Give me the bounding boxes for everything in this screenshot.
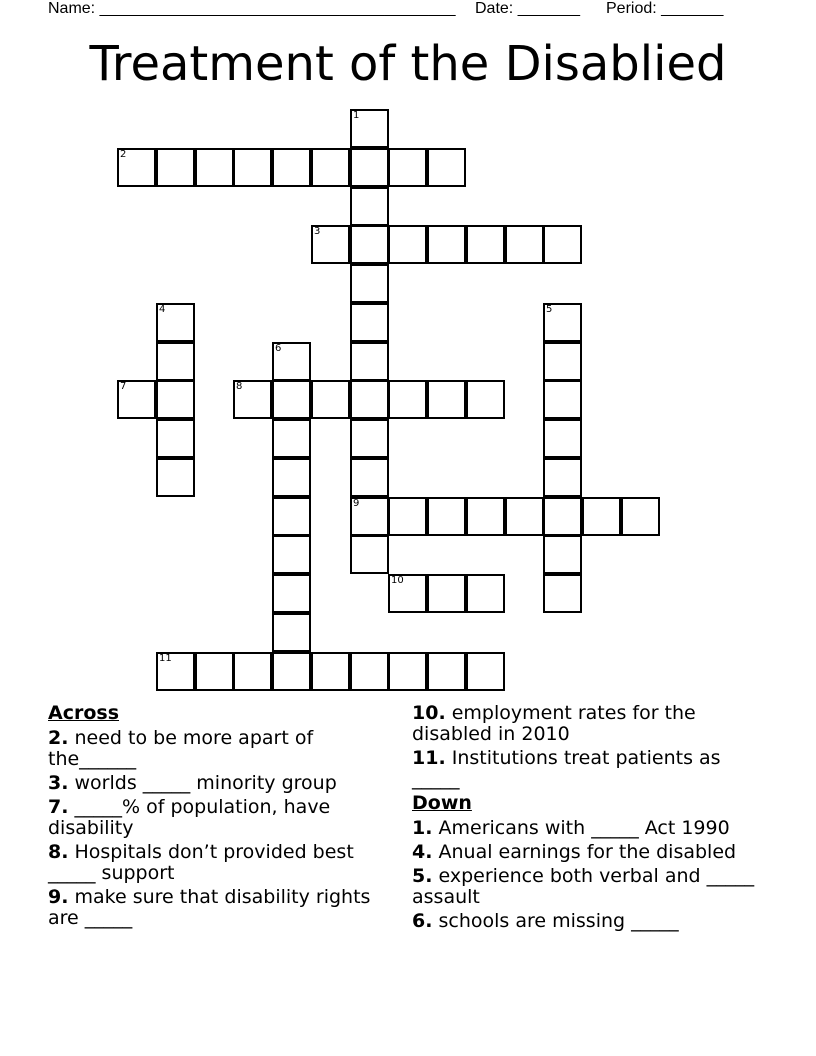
crossword-cell[interactable] xyxy=(311,225,350,264)
crossword-cell[interactable] xyxy=(117,148,156,187)
crossword-cell[interactable] xyxy=(311,380,350,419)
crossword-cell[interactable] xyxy=(350,497,389,536)
crossword-cell[interactable] xyxy=(466,652,505,691)
clue-text: Americans with _____ Act 1990 xyxy=(438,817,730,839)
clue-across-2 xyxy=(48,728,388,770)
crossword-cell[interactable] xyxy=(272,497,311,536)
clue-number: 6. xyxy=(412,910,433,932)
crossword-cell[interactable] xyxy=(427,652,466,691)
clues-right-column xyxy=(412,703,772,935)
crossword-cell[interactable] xyxy=(117,380,156,419)
clue-text: experience both verbal and _____ assault xyxy=(412,865,755,908)
crossword-cell[interactable] xyxy=(350,419,389,458)
crossword-cell[interactable] xyxy=(350,535,389,574)
clue-across-11 xyxy=(412,748,772,790)
crossword-cell[interactable] xyxy=(543,380,582,419)
cell-number: 5 xyxy=(546,304,553,315)
crossword-cell[interactable] xyxy=(388,380,427,419)
crossword-cell[interactable] xyxy=(388,497,427,536)
clues-left-column xyxy=(48,703,388,932)
crossword-cell[interactable] xyxy=(427,380,466,419)
crossword-cell[interactable] xyxy=(156,652,195,691)
clue-text: schools are missing _____ xyxy=(438,910,679,932)
crossword-cell[interactable] xyxy=(388,574,427,613)
crossword-cell[interactable] xyxy=(233,380,272,419)
clue-down-4 xyxy=(412,842,772,863)
clue-number: 2. xyxy=(48,727,69,749)
crossword-cell[interactable] xyxy=(272,419,311,458)
clue-text: Institutions treat patients as _____ xyxy=(412,747,721,790)
clue-number: 7. xyxy=(48,796,69,818)
crossword-cell[interactable] xyxy=(272,574,311,613)
crossword-cell[interactable] xyxy=(311,652,350,691)
crossword-cell[interactable] xyxy=(350,458,389,497)
crossword-cell[interactable] xyxy=(505,497,544,536)
clue-number: 1. xyxy=(412,817,433,839)
crossword-cell[interactable] xyxy=(156,419,195,458)
crossword-cell[interactable] xyxy=(272,342,311,381)
crossword-cell[interactable] xyxy=(350,109,389,148)
crossword-cell[interactable] xyxy=(350,148,389,187)
down-heading: Down xyxy=(412,792,472,814)
puzzle-title: Treatment of the Disablied xyxy=(89,36,727,92)
clue-number: 11. xyxy=(412,747,446,769)
crossword-cell[interactable] xyxy=(156,303,195,342)
crossword-cell[interactable] xyxy=(466,497,505,536)
cell-number: 4 xyxy=(159,304,166,315)
clue-number: 9. xyxy=(48,886,69,908)
crossword-cell[interactable] xyxy=(156,458,195,497)
clue-across-10 xyxy=(412,703,772,745)
crossword-cell[interactable] xyxy=(350,303,389,342)
crossword-cell[interactable] xyxy=(272,148,311,187)
clue-text: Hospitals don’t provided best _____ support xyxy=(48,841,354,884)
cell-number: 10 xyxy=(391,575,404,586)
crossword-cell[interactable] xyxy=(427,225,466,264)
clue-across-9 xyxy=(48,887,388,929)
crossword-cell[interactable] xyxy=(311,148,350,187)
crossword-cell[interactable] xyxy=(156,148,195,187)
crossword-cell[interactable] xyxy=(388,652,427,691)
crossword-cell[interactable] xyxy=(427,497,466,536)
crossword-cell[interactable] xyxy=(543,458,582,497)
name-field[interactable]: Name: ________________________________________ xyxy=(48,0,456,17)
crossword-cell[interactable] xyxy=(543,419,582,458)
crossword-cell[interactable] xyxy=(543,303,582,342)
crossword-cell[interactable] xyxy=(195,652,234,691)
cell-number: 1 xyxy=(353,110,360,121)
clue-down-1 xyxy=(412,818,772,839)
clue-across-7 xyxy=(48,797,388,839)
crossword-cell[interactable] xyxy=(233,148,272,187)
crossword-cell[interactable] xyxy=(350,342,389,381)
cell-number: 9 xyxy=(353,498,360,509)
crossword-cell[interactable] xyxy=(543,574,582,613)
clue-number: 3. xyxy=(48,772,69,794)
crossword-cell[interactable] xyxy=(543,497,582,536)
clue-text: need to be more apart of the______ xyxy=(48,727,314,770)
crossword-cell[interactable] xyxy=(466,225,505,264)
clue-text: make sure that disability rights are _____ xyxy=(48,886,371,929)
clue-text: employment rates for the disabled in 2010 xyxy=(412,702,696,745)
clue-text: Anual earnings for the disabled xyxy=(438,841,737,863)
crossword-cell[interactable] xyxy=(272,535,311,574)
clue-number: 4. xyxy=(412,841,433,863)
cell-number: 3 xyxy=(314,226,321,237)
crossword-cell[interactable] xyxy=(543,342,582,381)
cell-number: 11 xyxy=(159,653,172,664)
clue-text: worlds _____ minority group xyxy=(74,772,337,794)
cell-number: 7 xyxy=(120,381,127,392)
crossword-cell[interactable] xyxy=(156,380,195,419)
crossword-cell[interactable] xyxy=(388,225,427,264)
crossword-cell[interactable] xyxy=(272,613,311,652)
crossword-cell[interactable] xyxy=(427,574,466,613)
cell-number: 2 xyxy=(120,149,127,160)
crossword-cell[interactable] xyxy=(195,148,234,187)
clue-down-6 xyxy=(412,911,772,932)
crossword-cell[interactable] xyxy=(427,148,466,187)
crossword-cell[interactable] xyxy=(350,652,389,691)
crossword-cell[interactable] xyxy=(350,187,389,226)
crossword-cell[interactable] xyxy=(350,225,389,264)
date-field[interactable]: Date: _______ xyxy=(475,0,580,17)
crossword-cell[interactable] xyxy=(350,264,389,303)
crossword-cell[interactable] xyxy=(272,458,311,497)
clue-number: 10. xyxy=(412,702,446,724)
crossword-cell[interactable] xyxy=(350,380,389,419)
crossword-cell[interactable] xyxy=(582,497,621,536)
crossword-cell[interactable] xyxy=(388,148,427,187)
period-field[interactable]: Period: _______ xyxy=(606,0,724,17)
crossword-cell[interactable] xyxy=(466,380,505,419)
cell-number: 8 xyxy=(236,381,243,392)
crossword-cell[interactable] xyxy=(272,652,311,691)
crossword-cell[interactable] xyxy=(233,652,272,691)
clue-down-5 xyxy=(412,866,772,908)
across-heading: Across xyxy=(48,702,120,724)
clue-across-8 xyxy=(48,842,388,884)
clue-across-3 xyxy=(48,773,388,794)
clue-number: 8. xyxy=(48,841,69,863)
crossword-cell[interactable] xyxy=(543,225,582,264)
crossword-cell[interactable] xyxy=(621,497,660,536)
crossword-cell[interactable] xyxy=(466,574,505,613)
clue-number: 5. xyxy=(412,865,433,887)
cell-number: 6 xyxy=(275,343,282,354)
clue-text: _____% of population, have disability xyxy=(48,796,331,839)
crossword-cell[interactable] xyxy=(543,535,582,574)
crossword-cell[interactable] xyxy=(505,225,544,264)
crossword-cell[interactable] xyxy=(272,380,311,419)
crossword-cell[interactable] xyxy=(156,342,195,381)
